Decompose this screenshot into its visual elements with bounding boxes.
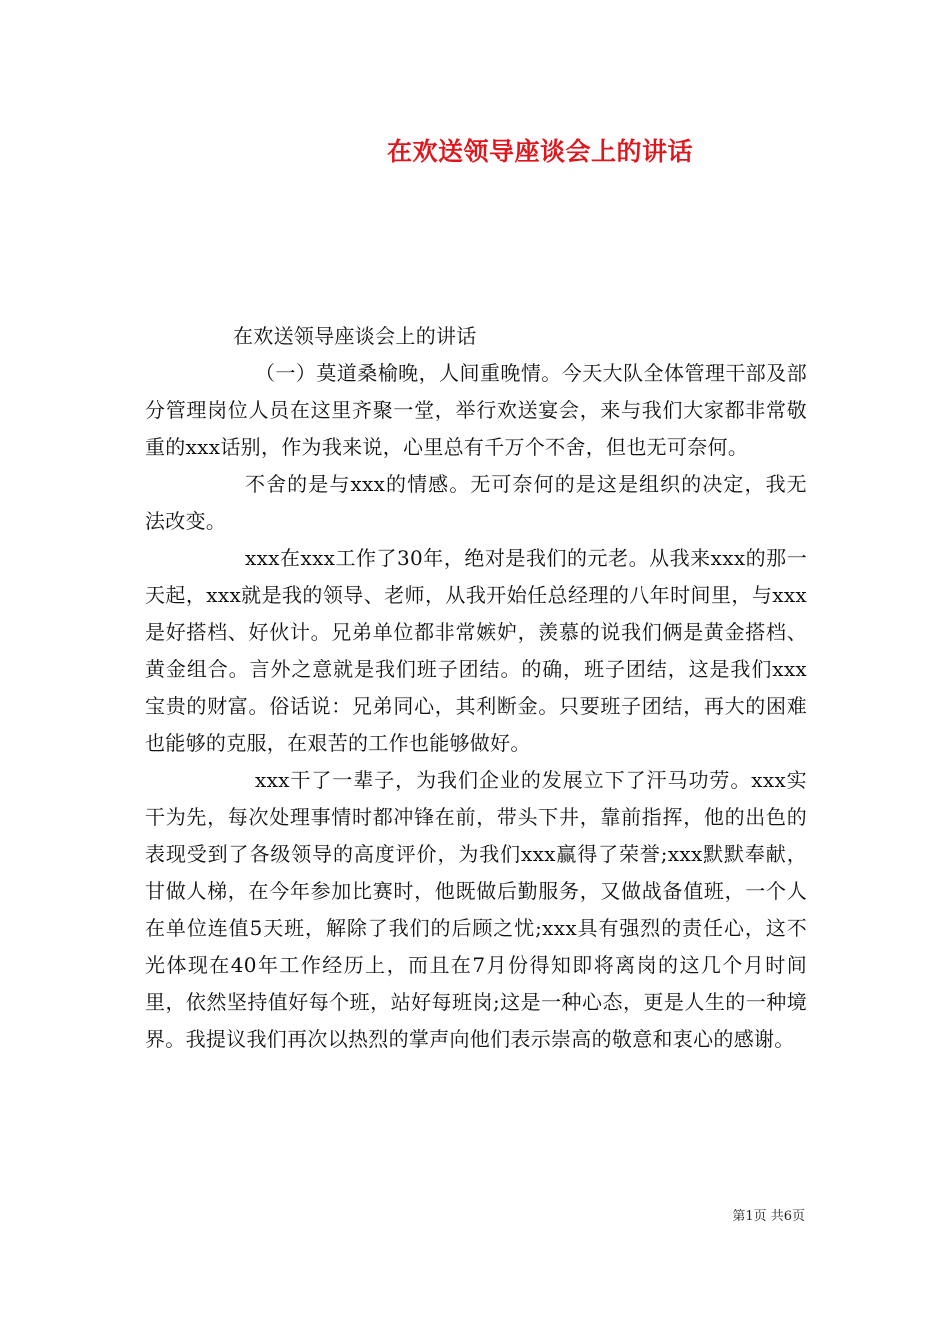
paragraph-2: 不舍的是与xxx的情感。无可奈何的是这是组织的决定，我无法改变。 — [145, 472, 807, 533]
document-body — [145, 318, 807, 1058]
paragraph-1: （一）莫道桑榆晚，人间重晚情。今天大队全体管理干部及部分管理岗位人员在这里齐聚一堂，举行欢送宴会，来与我们大家都非常敬重的xxx话别，作为我来说，心里总有千万个不舍，但也无可奈何。 — [145, 361, 807, 459]
page-number-footer: 第1页 共6页 — [732, 1209, 805, 1224]
paragraph-4: xxx干了一辈子，为我们企业的发展立下了汗马功劳。xxx实干为先，每次处理事情时都冲锋在前，带头下井，靠前指挥，他的出色的表现受到了各级领导的高度评价，为我们xxx赢得了荣誉;xxx默默奉献，甘做人梯，在今年参加比赛时，他既做后勤服务，又做战备值班，一个人在单位连值5天班，解除了我们的后顾之忧;xxx具有强烈的责任心，这不光体现在40年工作经历上，而且在7月份得知即将离岗的这几个月时间里，依然坚持值好每个班，站好每班岗;这是一种心态，更是人生的一种境界。我提议我们再次以热烈的掌声向他们表示崇高的敬意和衷心的感谢。 — [145, 768, 807, 1051]
document-title: 在欢送领导座谈会上的讲话 — [386, 137, 693, 166]
paragraph-3: xxx在xxx工作了30年，绝对是我们的元老。从我来xxx的那一天起，xxx就是我的领导、老师，从我开始任总经理的八年时间里，与xxx是好搭档、好伙计。兄弟单位都非常嫉妒，羡慕的说我们俩是黄金搭档、黄金组合。言外之意就是我们班子团结。的确，班子团结，这是我们xxx宝贵的财富。俗话说：兄弟同心，其利断金。只要班子团结，再大的困难也能够的克服，在艰苦的工作也能够做好。 — [145, 546, 807, 755]
document-subtitle: 在欢送领导座谈会上的讲话 — [233, 324, 477, 348]
